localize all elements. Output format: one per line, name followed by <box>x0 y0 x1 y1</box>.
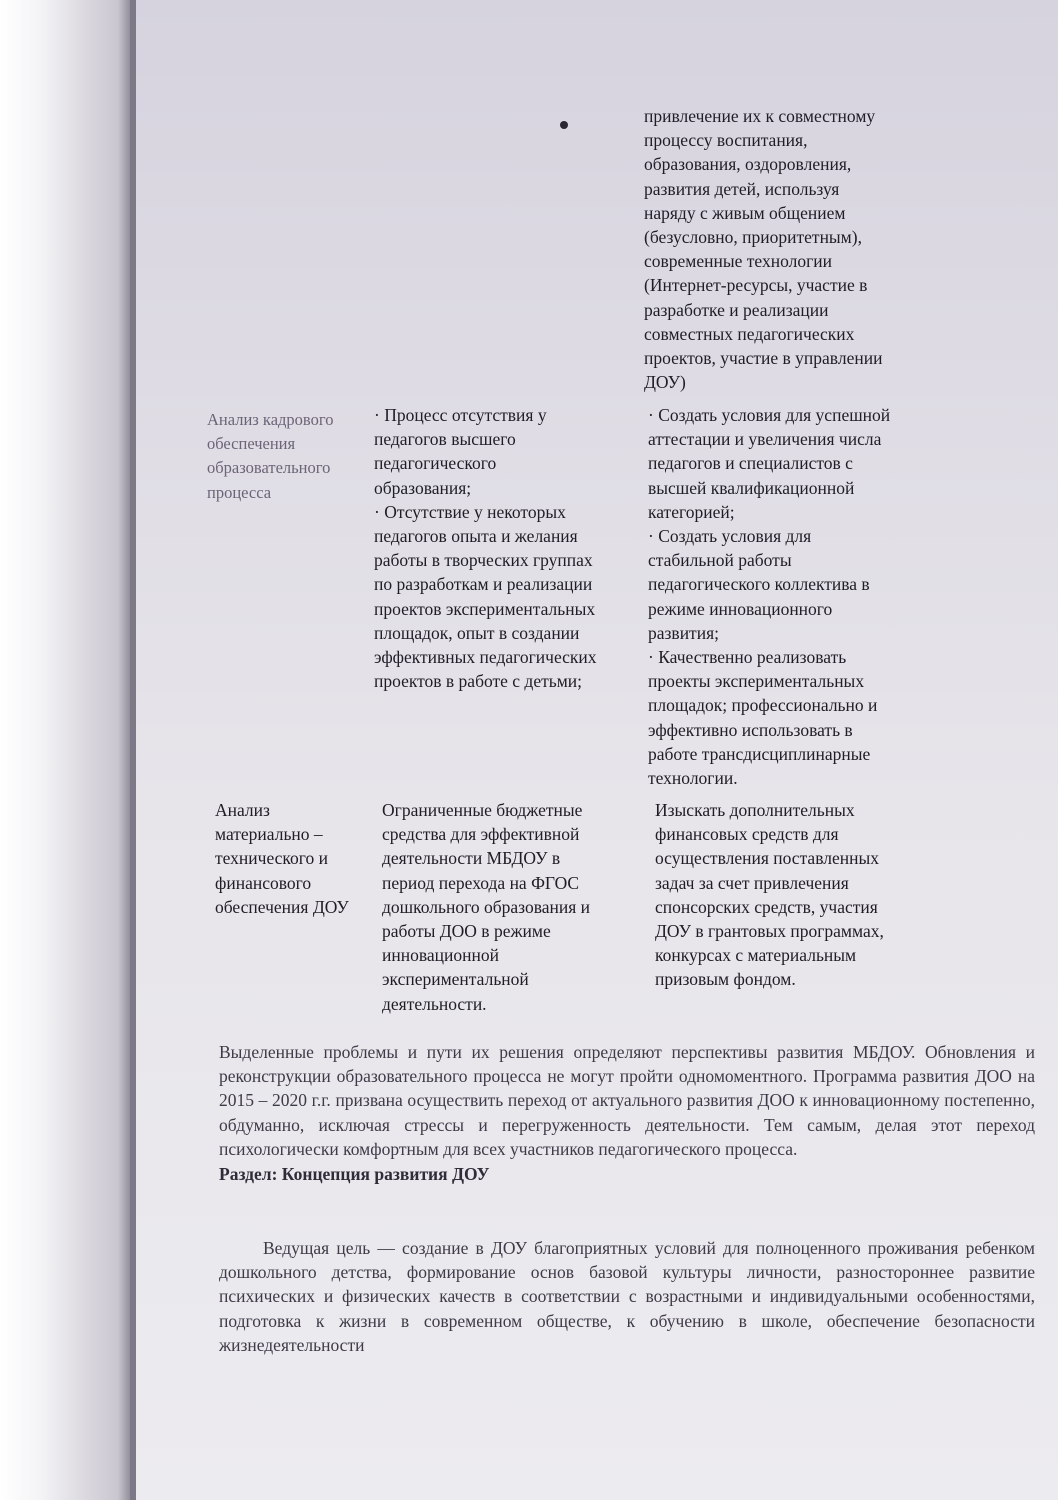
table-cell-line: современные технологии <box>644 251 832 272</box>
table-cell-line: Ограниченные бюджетные <box>382 800 583 820</box>
table-cell-line: площадок, опыт в создании <box>374 622 580 643</box>
table-cell-line: образования; <box>374 477 472 498</box>
table-cell-line: категорией; <box>648 501 735 522</box>
table-cell-line: задач за счет привлечения <box>655 872 849 893</box>
table-cell-line: спонсорских средств, участия <box>655 896 878 917</box>
table-cell-line: режиме инновационного <box>648 598 833 619</box>
table-cell-line: педагогов и специалистов с <box>648 453 853 474</box>
table-cell-line: (безусловно, приоритетным), <box>644 227 862 248</box>
table-cell-line: проектов экспериментальных <box>374 598 596 619</box>
table-cell-line: площадок; профессионально и <box>648 695 878 716</box>
section-heading: Раздел: Концепция развития ДОУ <box>219 1164 490 1184</box>
table-row-1-solutions <box>648 403 954 790</box>
table-cell-line: призовым фондом. <box>655 969 796 990</box>
table-cell-line: дошкольного образования и <box>382 896 591 917</box>
table-cell-line: работы ДОО в режиме <box>382 921 551 942</box>
table-cell-line: осуществления поставленных <box>655 848 879 869</box>
table-row-2-area <box>215 798 383 919</box>
table-cell-line: конкурсах с материальным <box>655 945 857 966</box>
table-cell-line: проектов, участие в управлении <box>644 348 883 369</box>
table-row-0-solutions <box>644 104 950 394</box>
table-cell-line: высшей квалификационной <box>648 477 855 498</box>
conclusion-paragraph: Выделенные проблемы и пути их решения определяют перспективы развития МБДОУ. Обновления и реконструкции образовательного процесса не могут пройти одномоментного. Программа развития ДОО на 2015 – 2020 г.г. призвана осуществить переход от актуального развития ДОО к инновационному постепенно, обдуманно, исключая стрессы и перегруженность деятельности. Тем самым, делая этот переход психологически комфортным для всех участников педагогического процесса. <box>219 1042 1035 1159</box>
table-cell-line: технического и <box>215 848 329 869</box>
table-cell-line: экспериментальной <box>382 969 529 990</box>
table-cell-line: совместных педагогических <box>644 323 855 344</box>
table-cell-line: аттестации и увеличения числа <box>648 429 882 450</box>
table-cell-line: (Интернет-ресурсы, участие в <box>644 275 868 296</box>
table-cell-line: образовательного <box>207 458 331 478</box>
table-cell-line: развития; <box>648 622 719 643</box>
goal-paragraph: Ведущая цель — создание в ДОУ благоприятных условий для полноценного проживания ребенком дошкольного детства, формирование основ базовой культуры личности, разностороннее развитие психических и физических качеств в соответствии с возрастными и индивидуальными особенностями, подготовка к жизни в современном обществе, к обучению в школе, обеспечение безопасности жизнедеятельности <box>219 1238 1035 1355</box>
table-cell-line: · Отсутствие у некоторых <box>374 501 566 522</box>
table-cell-line: деятельности МБДОУ в <box>382 848 561 869</box>
table-cell-line: Изыскать дополнительных <box>655 800 855 820</box>
table-cell-line: инновационной <box>382 945 499 966</box>
table-cell-line: процесса <box>207 482 272 502</box>
table-cell-line: ДОУ) <box>644 372 686 393</box>
ink-dot <box>560 121 568 129</box>
table-row-2-solutions <box>655 798 958 992</box>
table-cell-line: технологии. <box>648 768 738 789</box>
table-cell-line: · Процесс отсутствия у <box>374 405 547 425</box>
table-cell-line: разработке и реализации <box>644 299 829 320</box>
table-row-1-area <box>207 408 373 505</box>
table-cell-line: обеспечения <box>207 434 296 454</box>
table-cell-line: стабильной работы <box>648 550 792 571</box>
table-cell-line: педагогического коллектива в <box>648 574 870 595</box>
table-cell-line: педагогического <box>374 453 497 474</box>
table-cell-line: педагогов опыта и желания <box>374 526 578 547</box>
table-cell-line: привлечение их к совместному <box>644 106 876 126</box>
table-cell-line: процессу воспитания, <box>644 130 808 151</box>
table-cell-line: Анализ <box>215 800 270 820</box>
table-cell-line: материально – <box>215 824 323 845</box>
table-cell-line: деятельности. <box>382 993 487 1014</box>
table-cell-line: наряду с живым общением <box>644 202 846 223</box>
table-cell-line: работы в творческих группах <box>374 550 593 571</box>
table-row-1-problems <box>374 403 646 693</box>
table-cell-line: эффективных педагогических <box>374 647 597 668</box>
table-cell-line: · Создать условия для <box>648 526 812 547</box>
table-cell-line: эффективно использовать в <box>648 719 853 740</box>
table-cell-line: развития детей, используя <box>644 178 840 199</box>
table-cell-line: проекты экспериментальных <box>648 671 865 692</box>
table-cell-line: ДОУ в грантовых программах, <box>655 921 884 942</box>
table-cell-line: Анализ кадрового <box>207 410 334 429</box>
page-fold-shadow <box>0 0 150 1500</box>
table-cell-line: по разработкам и реализации <box>374 574 593 595</box>
table-cell-line: работе трансдисциплинарные <box>648 743 871 764</box>
table-cell-line: обеспечения ДОУ <box>215 896 349 917</box>
table-cell-line: педагогов высшего <box>374 429 516 450</box>
table-cell-line: средства для эффективной <box>382 824 580 845</box>
table-cell-line: проектов в работе с детьми; <box>374 671 583 692</box>
table-cell-line: период перехода на ФГОС <box>382 872 580 893</box>
table-cell-line: · Качественно реализовать <box>648 647 847 668</box>
table-cell-line: финансовых средств для <box>655 824 839 845</box>
table-cell-line: финансового <box>215 872 312 893</box>
table-row-2-problems <box>382 798 654 1016</box>
table-cell-line: · Создать условия для успешной <box>648 405 891 425</box>
table-cell-line: образования, оздоровления, <box>644 154 852 175</box>
